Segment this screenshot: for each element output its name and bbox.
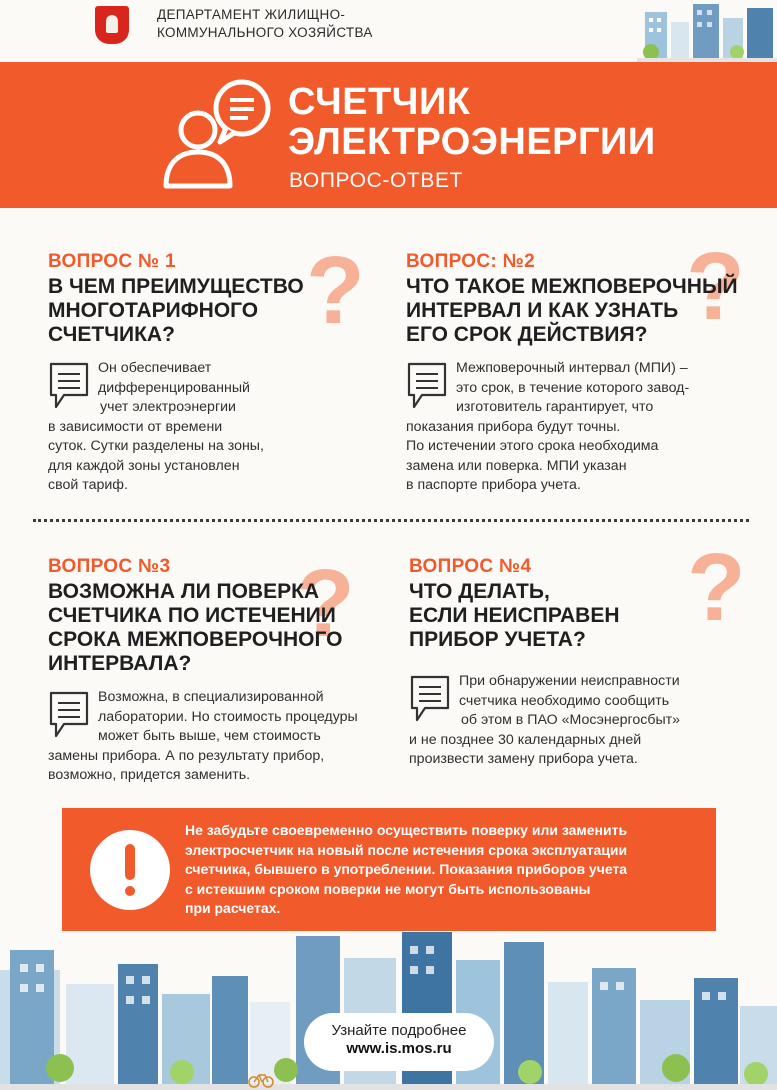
answer-line: свой тариф. bbox=[48, 477, 128, 493]
question-line: МНОГОТАРИФНОГО bbox=[48, 299, 259, 322]
exclamation-icon bbox=[90, 830, 170, 910]
question-number: ВОПРОС №3 bbox=[48, 556, 171, 577]
answer-line: возможно, придется заменить. bbox=[48, 767, 251, 783]
answer-text bbox=[406, 359, 751, 496]
answer-line: об этом в ПАО «Мосэнергосбыт» bbox=[461, 712, 681, 728]
answer-line: в паспорте прибора учета. bbox=[406, 477, 581, 493]
answer-line: счетчика необходимо сообщить bbox=[459, 692, 670, 709]
learn-more-label: Узнайте подробнее bbox=[331, 1022, 467, 1039]
answer-line: По истечении этого срока необходима bbox=[406, 438, 659, 454]
question-mark-icon: ? bbox=[686, 233, 745, 340]
answer-text bbox=[409, 672, 749, 770]
question-text bbox=[48, 580, 388, 676]
answer-line: и не позднее 30 календарных дней bbox=[409, 731, 642, 748]
answer-line: Межповерочный интервал (МПИ) – bbox=[456, 360, 688, 376]
answer-line: Он обеспечивает bbox=[98, 360, 212, 376]
question-number: ВОПРОС № 1 bbox=[48, 251, 176, 272]
person-chat-icon bbox=[160, 78, 275, 193]
warning-text bbox=[185, 821, 710, 919]
question-line: ЕГО СРОК ДЕЙСТВИЯ? bbox=[406, 323, 648, 346]
answer-line: дифференцированный bbox=[98, 379, 250, 396]
question-line: СЧЕТЧИКА ПО ИСТЕЧЕНИИ bbox=[48, 604, 336, 627]
moscow-coat-of-arms-icon bbox=[95, 6, 129, 44]
question-text bbox=[48, 275, 378, 347]
exclamation-dot bbox=[125, 886, 135, 896]
answer-line: Возможна, в специализированной bbox=[98, 689, 324, 705]
dotted-divider bbox=[33, 519, 749, 522]
answer-line: это срок, в течение которого завод- bbox=[456, 379, 690, 396]
department-name bbox=[157, 6, 373, 42]
chat-bubble-icon bbox=[48, 690, 90, 740]
chat-bubble-icon bbox=[406, 361, 448, 411]
question-line: В ЧЕМ ПРЕИМУЩЕСТВО bbox=[48, 275, 304, 298]
question-text bbox=[406, 275, 751, 347]
question-line: СРОКА МЕЖПОВЕРОЧНОГО bbox=[48, 628, 343, 651]
answer-line: суток. Сутки разделены на зоны, bbox=[48, 438, 264, 454]
answer-line: учет электроэнергии bbox=[100, 399, 236, 415]
banner-title-line-2: ЭЛЕКТРОЭНЕРГИИ bbox=[288, 121, 656, 163]
banner-subtitle: ВОПРОС-ОТВЕТ bbox=[289, 169, 463, 192]
question-mark-icon: ? bbox=[687, 534, 746, 641]
question-line: ЕСЛИ НЕИСПРАВЕН bbox=[409, 604, 620, 627]
warning-box bbox=[62, 808, 716, 931]
question-line: ЧТО ДЕЛАТЬ, bbox=[409, 580, 550, 603]
question-line: ВОЗМОЖНА ЛИ ПОВЕРКА bbox=[48, 580, 320, 603]
answer-line: для каждой зоны установлен bbox=[48, 457, 240, 474]
answer-line: произвести замену прибора учета. bbox=[409, 751, 638, 767]
warning-line: счетчика, бывшего в употреблении. Показания приборов учета bbox=[185, 861, 628, 877]
city-skyline-top bbox=[637, 0, 777, 62]
question-line: ПРИБОР УЧЕТА? bbox=[409, 628, 586, 651]
warning-line: при расчетах. bbox=[185, 900, 281, 916]
question-line: СЧЕТЧИКА? bbox=[48, 323, 175, 346]
question-line: ИНТЕРВАЛ И КАК УЗНАТЬ bbox=[406, 299, 679, 322]
header bbox=[0, 0, 777, 62]
answer-line: лаборатории. Но стоимость процедуры bbox=[98, 708, 358, 725]
warning-line: с истекшим сроком поверки не могут быть использованы bbox=[185, 880, 591, 897]
question-block-2 bbox=[406, 233, 751, 496]
answer-line: может быть выше, чем стоимость bbox=[98, 728, 321, 744]
question-line: ЧТО ТАКОЕ МЕЖПОВЕРОЧНЫЙ bbox=[406, 275, 738, 298]
bicycle-icon bbox=[248, 1072, 274, 1088]
exclamation-bar bbox=[125, 844, 135, 880]
answer-line: замены прибора. А по результату прибор, bbox=[48, 747, 325, 764]
answer-line: изготовитель гарантирует, что bbox=[456, 399, 654, 415]
question-line: ИНТЕРВАЛА? bbox=[48, 652, 192, 675]
question-block-4 bbox=[409, 534, 749, 770]
banner-title bbox=[288, 82, 656, 162]
warning-line: Не забудьте своевременно осуществить поверку или заменить bbox=[185, 822, 628, 838]
answer-text bbox=[48, 359, 378, 496]
question-mark-icon: ? bbox=[296, 550, 355, 657]
question-block-1 bbox=[48, 237, 378, 496]
chat-bubble-icon bbox=[409, 674, 451, 724]
department-line-1: ДЕПАРТАМЕНТ ЖИЛИЩНО- bbox=[157, 7, 346, 22]
answer-line: При обнаружении неисправности bbox=[459, 673, 680, 689]
learn-more-badge bbox=[304, 1013, 494, 1071]
question-text bbox=[409, 580, 749, 652]
answer-line: показания прибора будут точны. bbox=[406, 418, 621, 435]
answer-line: замена или поверка. МПИ указан bbox=[406, 457, 627, 474]
question-number: ВОПРОС: №2 bbox=[406, 251, 535, 272]
banner-title-line-1: СЧЕТЧИК bbox=[288, 81, 471, 123]
question-mark-icon: ? bbox=[306, 237, 365, 344]
title-banner bbox=[0, 62, 777, 208]
answer-line: в зависимости от времени bbox=[48, 418, 223, 435]
question-block-3 bbox=[48, 550, 388, 786]
chat-bubble-icon bbox=[48, 361, 90, 411]
department-line-2: КОММУНАЛЬНОГО ХОЗЯЙСТВА bbox=[157, 25, 373, 40]
answer-text bbox=[48, 688, 388, 786]
website-link[interactable]: www.is.mos.ru bbox=[346, 1040, 452, 1057]
warning-line: электросчетчик на новый после истечения срока эксплуатации bbox=[185, 841, 628, 858]
question-number: ВОПРОС №4 bbox=[409, 556, 532, 577]
